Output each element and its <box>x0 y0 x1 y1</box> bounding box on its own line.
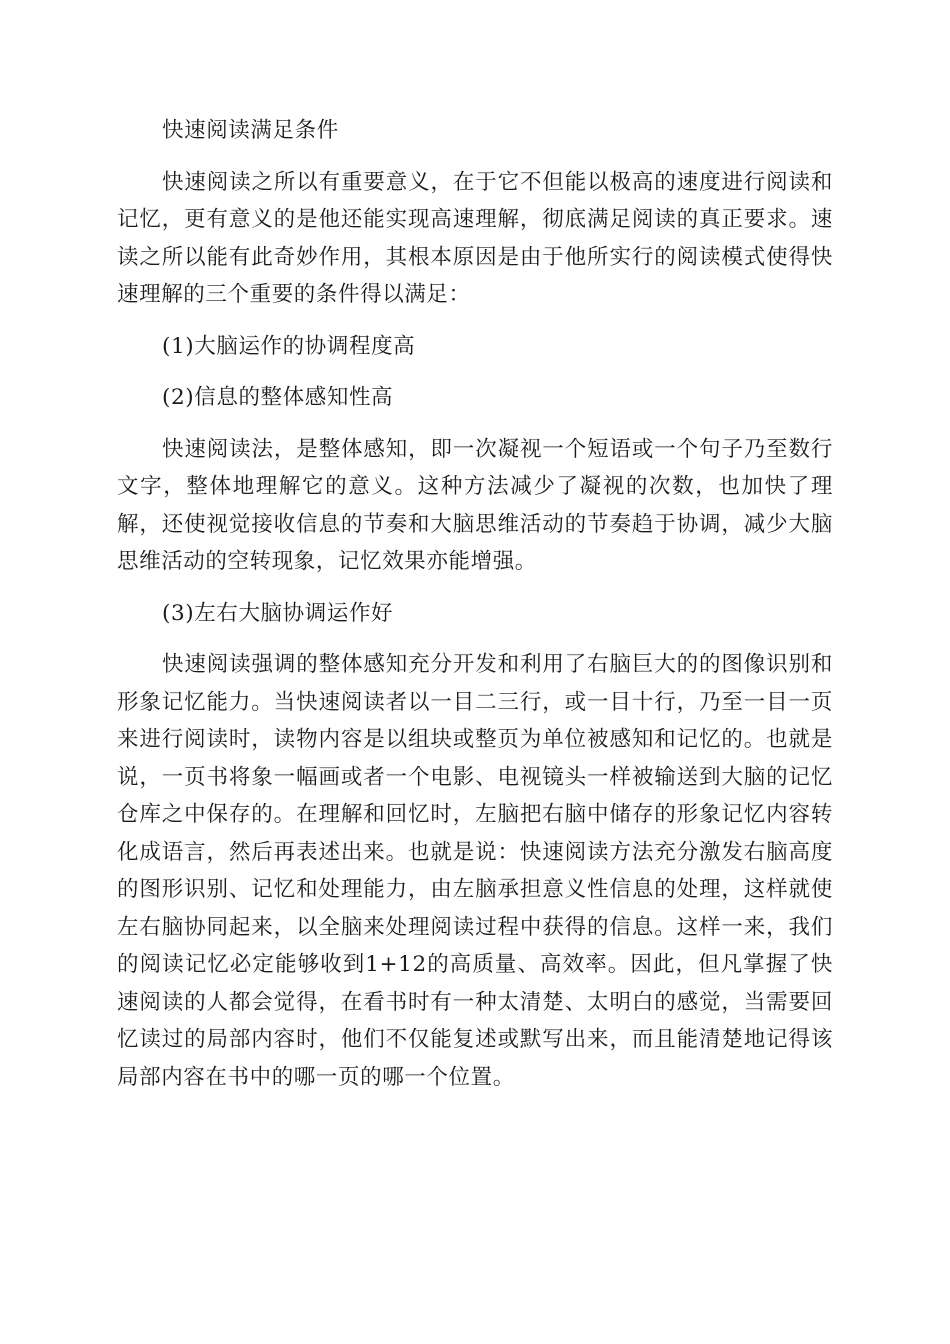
intro-paragraph: 快速阅读之所以有重要意义，在于它不但能以极高的速度进行阅读和记忆，更有意义的是他还能实现高速理解，彻底满足阅读的真正要求。速读之所以能有此奇妙作用，其根本原因是由于他所实行的阅读模式使得快速理解的三个重要的条件得以满足： <box>117 169 833 307</box>
item3-heading: (3)左右大脑协调运作好 <box>162 600 394 626</box>
item1-heading: (1)大脑运作的协调程度高 <box>162 333 416 359</box>
document-title: 快速阅读满足条件 <box>162 118 339 143</box>
item2-paragraph: 快速阅读法，是整体感知，即一次凝视一个短语或一个句子乃至数行文字，整体地理解它的意义。这种方法减少了凝视的次数，也加快了理解，还使视觉接收信息的节奏和大脑思维活动的节奏趋于协调，减少大脑思维活动的空转现象，记忆效果亦能增强。 <box>117 436 833 574</box>
item2-heading: (2)信息的整体感知性高 <box>162 385 394 410</box>
item3-paragraph: 快速阅读强调的整体感知充分开发和利用了右脑巨大的的图像识别和形象记忆能力。当快速阅读者以一目二三行，或一目十行，乃至一目一页来进行阅读时，读物内容是以组块或整页为单位被感知和记忆的。也就是说，一页书将象一幅画或者一个电影、电视镜头一样被输送到大脑的记忆仓库之中保存的。在理解和回忆时，左脑把右脑中储存的形象记忆内容转化成语言，然后再表述出来。也就是说：快速阅读方法充分激发右脑高度的图形识别、记忆和处理能力，由左脑承担意义性信息的处理，这样就使左右脑协同起来，以全脑来处理阅读过程中获得的信息。这样一来，我们的阅读记忆必定能够收到1+12的高质量、高效率。因此，但凡掌握了快速阅读的人都会觉得，在看书时有一种太清楚、太明白的感觉，当需要回忆读过的局部内容时，他们不仅能复述或默写出来，而且能清楚地记得该局部内容在书中的哪一页的哪一个位置。 <box>117 652 833 1090</box>
document-body <box>117 112 833 1096</box>
